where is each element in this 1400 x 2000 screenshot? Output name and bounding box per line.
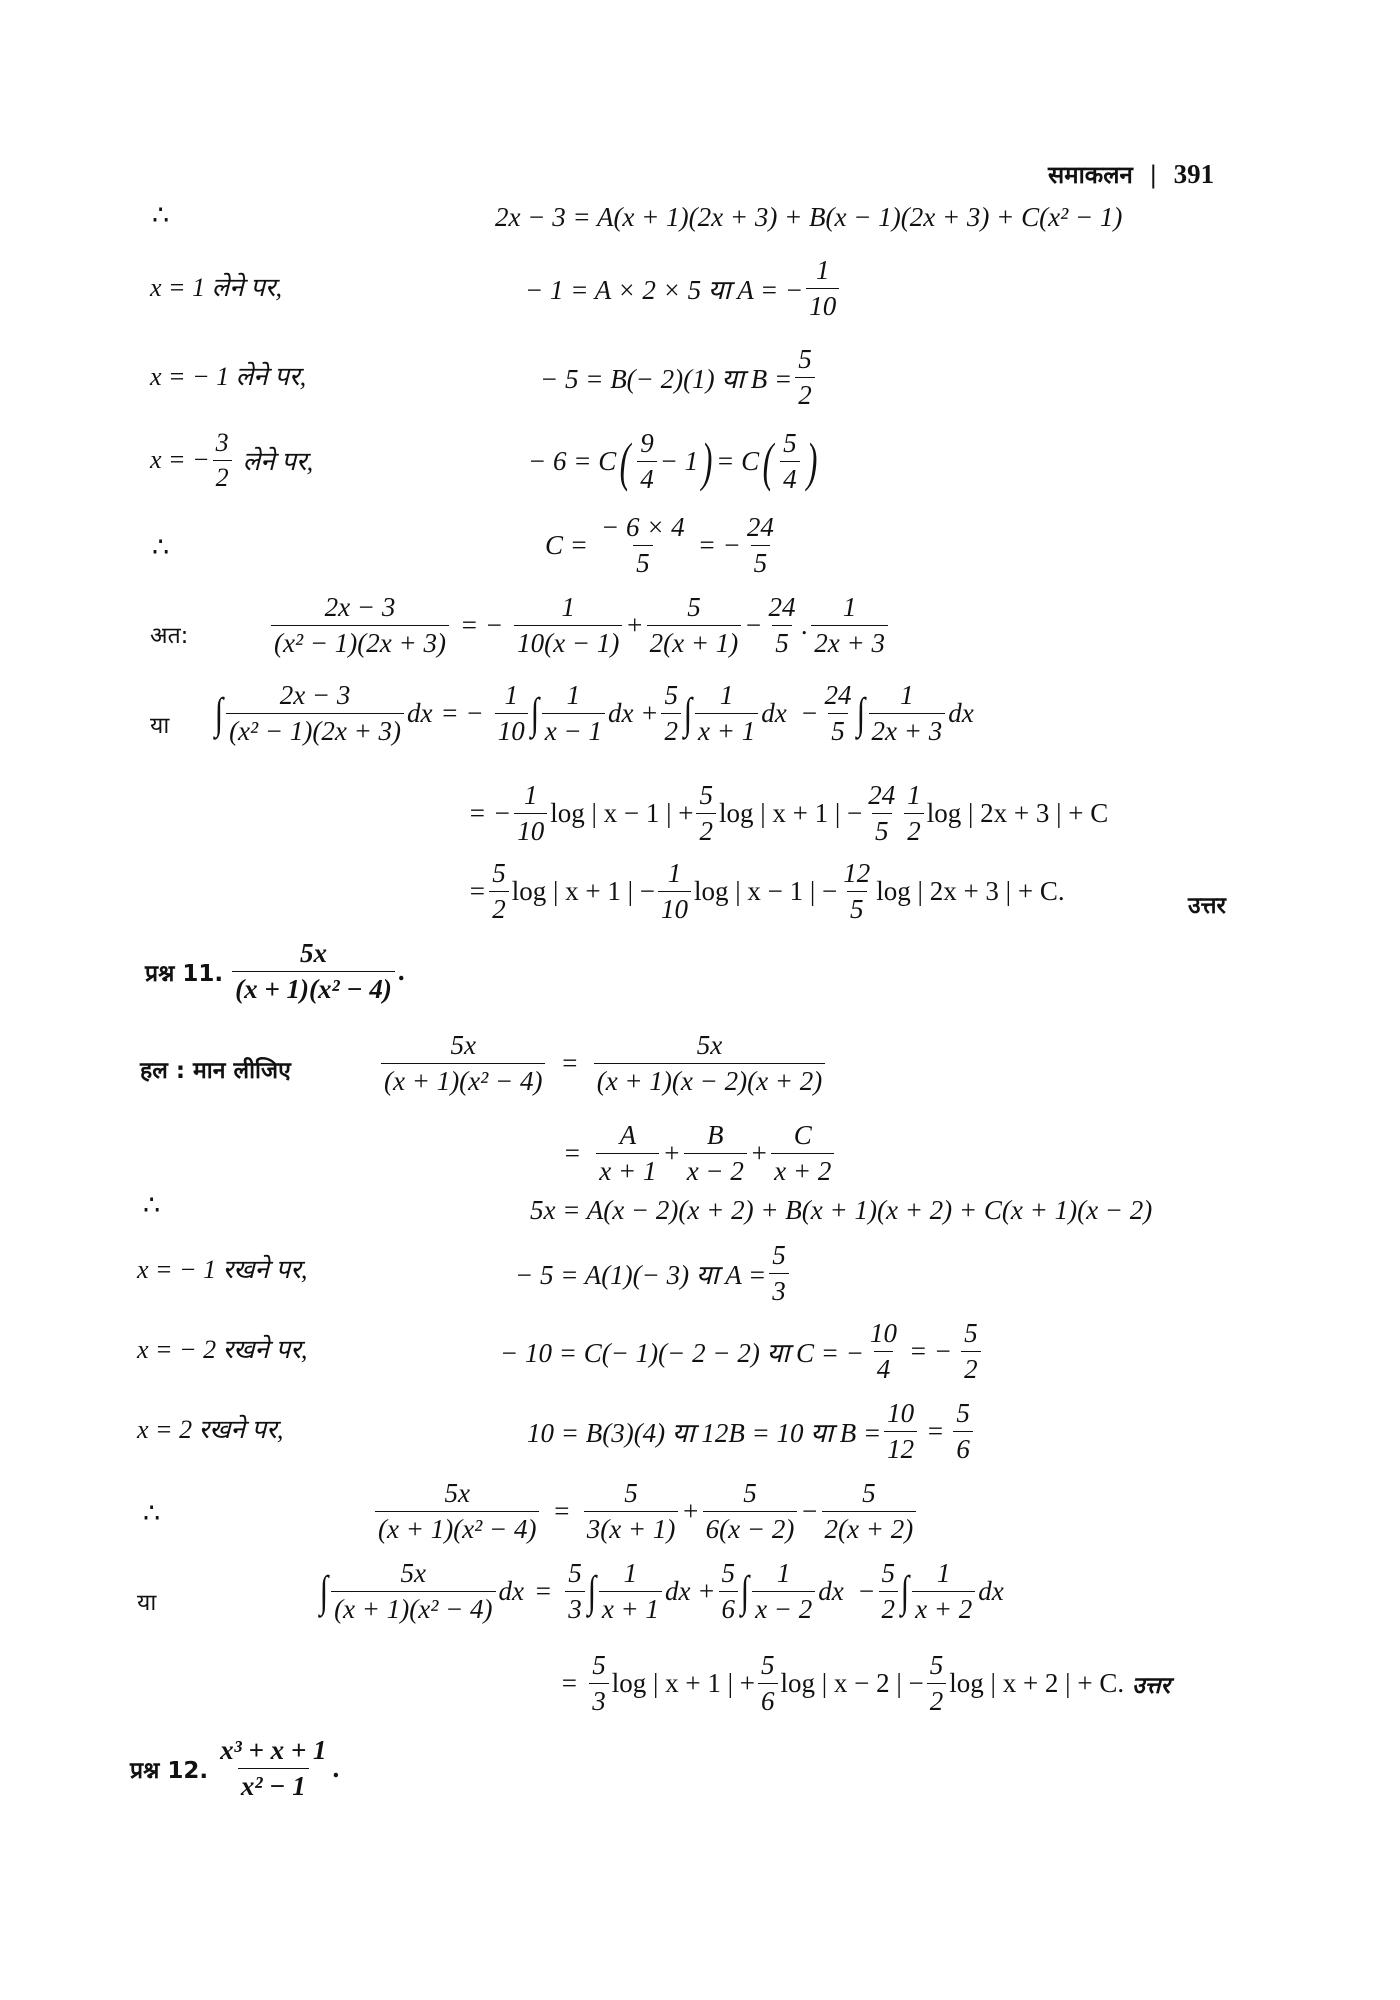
coef [865, 780, 898, 847]
den: 2 [213, 460, 232, 493]
therefore-symbol: ∴ [152, 200, 170, 230]
equation-identity: 2x − 3 = A(x + 1)(2x + 3) + B(x − 1)(2x + 3) + C(x² − 1) [495, 202, 1123, 232]
log-term: log | x − 2 | − [780, 1668, 924, 1699]
log-term: log | 2x + 3 | + C [926, 798, 1109, 829]
fraction [598, 512, 688, 579]
num: 2x − 3 [279, 680, 351, 710]
integral-eq-1: ∫ $\frac{2x - 3}{\text{(x² − 1)(2x + 3)}}$ dx = − $\frac{1}{10}$ ∫ $\frac{1}{x - 1}$ dx + $\frac{5}{2}$ ∫ $\frac{1}{x + 1}$ dx − $\frac{24}{5}$ ∫ $\frac{1}{2x + 3}$ dx [214, 680, 974, 747]
den: 5 [633, 545, 653, 579]
den: 2(x + 2) [822, 1511, 917, 1545]
partial-fraction-result [372, 1478, 919, 1545]
minus: − [800, 1496, 819, 1527]
log-term: log | x + 2 | + C. [949, 1668, 1125, 1699]
num: 24 [824, 680, 852, 710]
den: 2 [927, 1683, 947, 1717]
eq: = − [468, 798, 512, 829]
substitution-label-2: x = − 1 लेने पर, [150, 362, 307, 391]
substitution-label-3 [150, 428, 313, 493]
den: (x² − 1)(2x + 3) [271, 625, 449, 659]
substitution-label-1: x = 1 लेने पर, [150, 273, 283, 302]
substitution-eq-1 [525, 255, 842, 322]
substitution-eq-5 [500, 1318, 984, 1385]
therefore-symbol: ∴ [152, 532, 170, 562]
log-term: log | x + 1 | − [718, 798, 863, 829]
term-3 [822, 1478, 917, 1545]
fraction [744, 512, 777, 579]
chapter-title: समाकलन [1048, 161, 1133, 189]
den: 10 [514, 813, 547, 847]
question-12 [130, 1735, 339, 1802]
fraction [884, 1398, 917, 1465]
eq: = [560, 1048, 579, 1079]
num: 5 [964, 1318, 978, 1348]
or-label: या [137, 1590, 157, 1616]
den: 4 [637, 461, 657, 495]
integral-sign: ∫ [683, 689, 693, 739]
term-c [771, 1120, 834, 1187]
question-label: प्रश्न 11. [145, 960, 224, 987]
num: 1 [523, 780, 538, 810]
coef [495, 680, 528, 747]
eq: = [534, 1576, 553, 1607]
expr: − 5 = A(1)(− 3) या A = [515, 1260, 767, 1291]
dx: dx [761, 698, 787, 729]
num: 5 [664, 680, 678, 710]
question-label: प्रश्न 12. [130, 1757, 209, 1784]
dx: dx [407, 698, 433, 729]
num: 10 [887, 1398, 915, 1428]
integrand [869, 680, 946, 747]
fraction [769, 1240, 789, 1307]
log-term: log | x + 1 | − [511, 876, 656, 907]
fraction [961, 1318, 981, 1385]
num: 5 [772, 1240, 786, 1270]
den: (x + 1)(x² − 4) [331, 1591, 495, 1625]
den: x + 1 [596, 1153, 659, 1187]
eq: = − [440, 698, 484, 729]
den: 3 [769, 1273, 789, 1307]
num: 1 [900, 680, 914, 710]
num: 5 [881, 1558, 895, 1588]
fraction [867, 1318, 900, 1385]
den: 2x + 3 [811, 625, 888, 659]
num: 5 [862, 1478, 876, 1508]
expr: 10 = B(3)(4) या 12B = 10 या B = [527, 1418, 882, 1449]
therefore-symbol: ∴ [143, 1190, 161, 1220]
num: 5 [568, 1558, 582, 1588]
substitution-eq-3 [528, 428, 821, 495]
term-1 [514, 592, 622, 659]
open-paren: ( [762, 431, 774, 492]
fraction [637, 428, 657, 495]
coef [904, 780, 924, 847]
num: 24 [746, 512, 774, 542]
integral-eq-2: ∫ $\frac{5x}{\text{(x + 1)(x² − 4)}}$ dx = $\frac{5}{3}$ ∫ $\frac{1}{x + 1}$ dx + $\frac{5}{6}$ ∫ $\frac{1}{x - 2}$ dx − $\frac{5}{2}$ ∫ $\frac{1}{x + 2}$ dx [319, 1558, 1004, 1625]
eq-rhs: A(x + 1)(2x + 3) + B(x − 1)(2x + 3) + C(x² − 1) [596, 202, 1123, 232]
close-paren: ) [806, 431, 818, 492]
hence-label: अत: [150, 623, 189, 649]
label-pre: x = − [150, 445, 210, 475]
integrand [695, 680, 758, 747]
dx: dx [498, 1576, 525, 1607]
num: 5x [444, 1478, 470, 1508]
num: 1 [719, 680, 734, 710]
num: 5 [721, 1558, 735, 1588]
close-paren: ) [701, 431, 713, 492]
expr: − 5 = B(− 2)(1) या B = [540, 364, 793, 395]
solution-label: हल : मान लीजिए [140, 1058, 291, 1084]
term-2 [703, 1478, 798, 1545]
log-term: log | x − 1 | − [694, 876, 838, 907]
dx: dx [665, 1576, 691, 1607]
coef [821, 680, 854, 747]
den: 3 [565, 1591, 585, 1625]
end-dot: . [332, 1753, 340, 1784]
substitution-eq-6 [527, 1398, 976, 1465]
den: 6 [719, 1591, 739, 1625]
num: 1 [561, 592, 576, 622]
den: 3(x + 1) [584, 1511, 679, 1545]
integrand [226, 680, 404, 747]
num: 1 [816, 255, 830, 285]
or-label: या [150, 713, 170, 739]
coef [927, 1650, 947, 1717]
log-term: log | 2x + 3 | + C. [876, 876, 1065, 907]
num: 1 [776, 1558, 791, 1588]
plus: + [625, 610, 644, 641]
den: x − 2 [752, 1591, 815, 1625]
integral-result-2 [560, 1650, 1170, 1717]
den: 6 [758, 1683, 778, 1717]
partial-fractions: = $\frac{A}{x + 1}$ + $\frac{B}{x - 2}$ + $\frac{C}{x + 2}$ [563, 1120, 837, 1187]
term-b [684, 1120, 747, 1187]
den: 6 [953, 1431, 973, 1465]
num: 5 [687, 592, 701, 622]
label-post: लेने पर, [242, 447, 314, 477]
coef [661, 680, 681, 747]
fraction [213, 428, 232, 493]
lhs-fraction [375, 1478, 539, 1545]
expr: − 10 = C(− 1)(− 2 − 2) या C = − [500, 1338, 864, 1369]
integrand [912, 1558, 975, 1625]
assume-eq [378, 1030, 828, 1097]
integral-step-2 [468, 780, 1108, 847]
substitution-label-5: x = − 2 रखने पर, [137, 1335, 308, 1364]
num: 2x − 3 [324, 592, 396, 622]
den: x + 1 [599, 1591, 662, 1625]
log-term: log | x + 1 | + [611, 1668, 756, 1699]
answer-marker: उत्तर [1132, 1672, 1170, 1699]
lhs: C = [545, 530, 588, 561]
term-1 [584, 1478, 679, 1545]
integral-sign: ∫ [214, 689, 224, 739]
num: 1 [504, 680, 518, 710]
den: 2 [489, 891, 509, 925]
substitution-eq-2 [540, 344, 818, 411]
coef [565, 1558, 585, 1625]
integral-sign: ∫ [530, 689, 539, 739]
dx: dx [978, 1576, 1004, 1607]
partial-fraction-decomposition [268, 592, 891, 659]
term-4 [811, 592, 888, 659]
num: 3 [215, 428, 229, 457]
num: 24 [768, 592, 796, 622]
coef [658, 858, 691, 925]
num: 5x [300, 938, 328, 968]
eq: = [563, 1138, 582, 1169]
term-a [596, 1120, 659, 1187]
fraction [780, 428, 800, 495]
num: 12 [843, 858, 871, 888]
den: 4 [874, 1351, 894, 1385]
eq: = C [716, 446, 760, 477]
fraction [806, 255, 839, 322]
den: 3 [589, 1683, 609, 1717]
den: x − 1 [542, 713, 605, 747]
den: 2(x + 1) [647, 625, 742, 659]
expr: − 1 = A × 2 × 5 या A = − [525, 275, 804, 306]
page-header [1048, 158, 1214, 191]
substitution-eq-4 [515, 1240, 792, 1307]
c-value-eq [545, 512, 780, 579]
num: 1 [667, 858, 682, 888]
den: 10 [806, 288, 839, 322]
minus: − [744, 610, 763, 641]
den: x + 2 [771, 1153, 834, 1187]
den: (x + 1)(x − 2)(x + 2) [594, 1063, 826, 1097]
rhs-fraction [594, 1030, 826, 1097]
question-fraction [217, 1735, 329, 1802]
eq: = [468, 876, 487, 907]
num: 1 [936, 1558, 951, 1588]
integrand [599, 1558, 662, 1625]
integral-sign: ∫ [587, 1567, 597, 1617]
eq: = − [908, 1336, 953, 1367]
num: C [793, 1120, 812, 1150]
den: 5 [751, 545, 771, 579]
num: 5 [492, 858, 506, 888]
num: 5x [450, 1030, 476, 1060]
den: 2x + 3 [869, 713, 946, 747]
lhs-fraction [271, 592, 449, 659]
identity-eq-2: 5x = A(x − 2)(x + 2) + B(x + 1)(x + 2) + C(x + 1)(x − 2) [530, 1195, 1153, 1225]
coef [489, 858, 509, 925]
den: x + 1 [695, 713, 758, 747]
integral-sign: ∫ [900, 1567, 910, 1617]
term-3 [766, 592, 799, 659]
den: (x + 1)(x² − 4) [381, 1063, 545, 1097]
fraction [953, 1398, 973, 1465]
question-fraction [232, 938, 395, 1005]
coef [696, 780, 716, 847]
den: 2 [961, 1351, 981, 1385]
den: 2 [904, 813, 924, 847]
dx: dx [818, 1576, 844, 1607]
coef [719, 1558, 739, 1625]
eq: = − [697, 530, 741, 561]
den: 2 [661, 713, 681, 747]
integrand [542, 680, 605, 747]
den: x + 2 [912, 1591, 975, 1625]
integral-step-3 [468, 858, 1065, 925]
num: 5 [929, 1650, 944, 1680]
dx: dx [608, 698, 634, 729]
tail: − 1 [659, 446, 699, 477]
num: 5 [743, 1478, 757, 1508]
num: 10 [869, 1318, 897, 1348]
fraction [795, 344, 815, 411]
term-2 [647, 592, 742, 659]
den: 5 [847, 891, 867, 925]
num: x³ + x + 1 [220, 1735, 327, 1765]
coef [840, 858, 873, 925]
den: x − 2 [684, 1153, 747, 1187]
num: 5 [761, 1650, 775, 1680]
eq-lhs: 2x − 3 [495, 202, 566, 232]
num: 5 [699, 780, 713, 810]
therefore-symbol: ∴ [143, 1498, 161, 1528]
substitution-label-6: x = 2 रखने पर, [137, 1415, 284, 1444]
num: 5 [592, 1650, 606, 1680]
num: 5 [798, 344, 812, 374]
expr: − 6 = C [528, 446, 617, 477]
integral-sign: ∫ [740, 1567, 750, 1617]
den: (x² − 1)(2x + 3) [226, 713, 404, 747]
dot: . [801, 610, 809, 641]
log-term: log | x − 1 | + [550, 798, 694, 829]
num: A [619, 1120, 637, 1150]
den: 5 [828, 713, 848, 747]
num: − 6 × 4 [600, 512, 685, 542]
coef [589, 1650, 609, 1717]
num: 5 [624, 1478, 638, 1508]
den: 10 [658, 891, 691, 925]
open-paren: ( [619, 431, 631, 492]
dx: dx [948, 698, 974, 729]
integral-sign: ∫ [857, 689, 866, 739]
eq: = − [459, 610, 504, 641]
num: 5x [400, 1558, 427, 1588]
den: 5 [772, 625, 792, 659]
den: 12 [884, 1431, 917, 1465]
lhs-fraction [381, 1030, 545, 1097]
eq: = [926, 1416, 945, 1447]
num: 1 [623, 1558, 638, 1588]
den: 2 [795, 377, 815, 411]
num: 5 [783, 428, 797, 458]
den: x² − 1 [238, 1768, 309, 1802]
num: 5 [956, 1398, 970, 1428]
den: 5 [872, 813, 892, 847]
coef [514, 780, 547, 847]
den: 10 [495, 713, 528, 747]
den: 6(x − 2) [703, 1511, 798, 1545]
num: 24 [868, 780, 896, 810]
substitution-label-4: x = − 1 रखने पर, [137, 1255, 308, 1284]
plus: + [681, 1496, 700, 1527]
integral-sign: ∫ [319, 1567, 329, 1617]
num: B [707, 1120, 724, 1150]
integrand [331, 1558, 495, 1625]
eq: = [552, 1496, 571, 1527]
integrand [752, 1558, 815, 1625]
num: 1 [842, 592, 857, 622]
den: 10(x − 1) [514, 625, 622, 659]
num: 1 [907, 780, 921, 810]
den: (x + 1)(x² − 4) [375, 1511, 539, 1545]
den: 4 [780, 461, 800, 495]
page-number: 391 [1173, 159, 1215, 189]
den: (x + 1)(x² − 4) [232, 971, 395, 1005]
num: 9 [640, 428, 654, 458]
coef [758, 1650, 778, 1717]
den: 2 [879, 1591, 899, 1625]
num: 5x [696, 1030, 723, 1060]
coef [879, 1558, 899, 1625]
num: 1 [566, 680, 581, 710]
header-separator: | [1149, 161, 1158, 189]
eq: = [560, 1668, 579, 1699]
question-11 [145, 938, 405, 1005]
end-dot: . [397, 956, 405, 987]
answer-marker: उत्तर [1188, 893, 1226, 919]
den: 2 [696, 813, 716, 847]
